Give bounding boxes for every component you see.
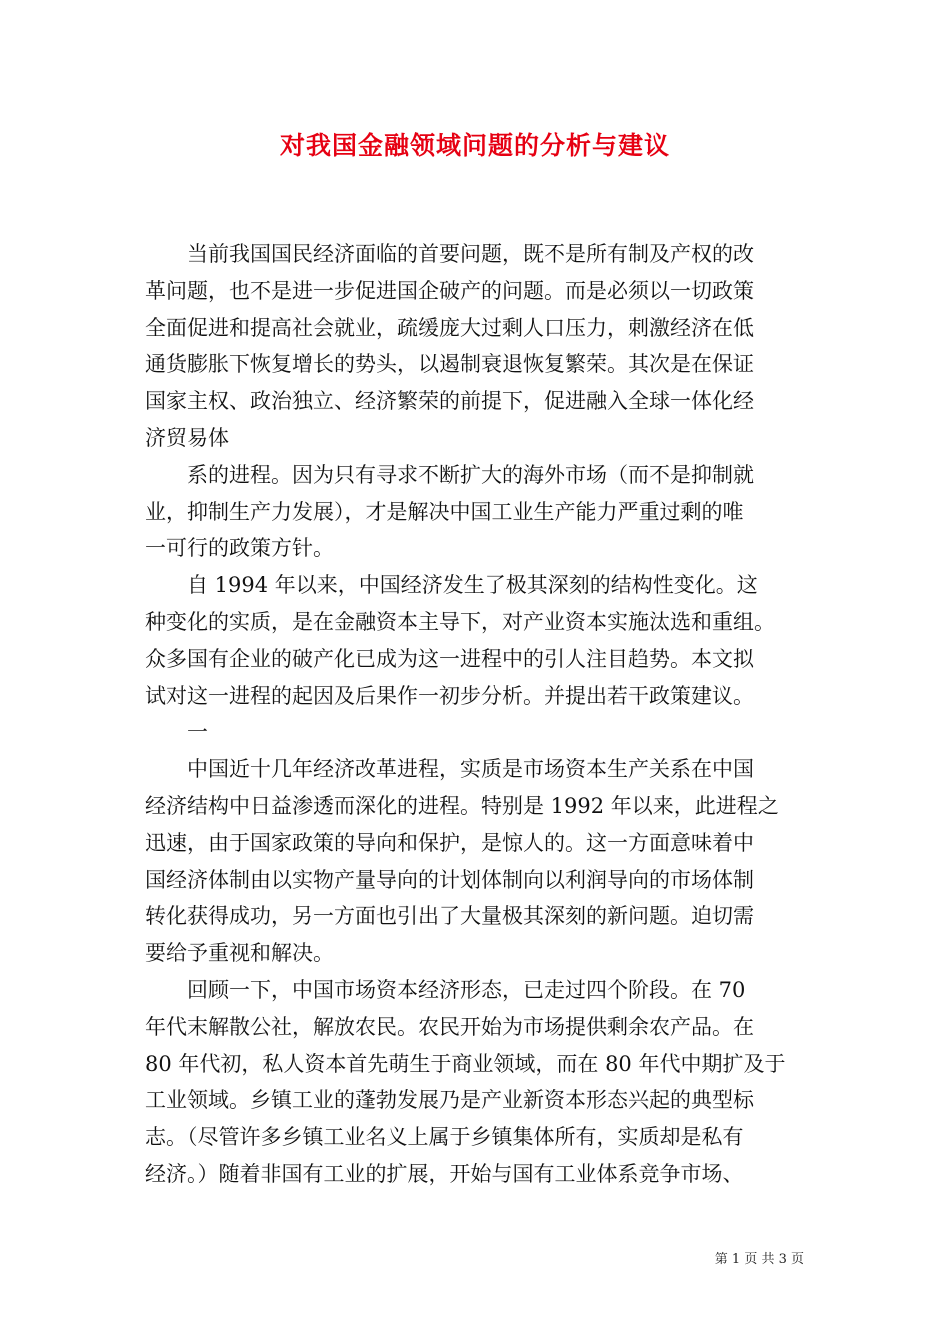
document-title: 对我国金融领域问题的分析与建议 <box>279 131 670 160</box>
text-line: 系的进程。因为只有寻求不断扩大的海外市场（而不是抑制就 <box>145 462 754 487</box>
text-line: 国经济体制由以实物产量导向的计划体制向以利润导向的市场体制 <box>145 867 754 892</box>
text-line: 种变化的实质，是在金融资本主导下，对产业资本实施汰选和重组。 <box>145 609 775 634</box>
text-line: 工业领域。乡镇工业的蓬勃发展乃是产业新资本形态兴起的典型标 <box>145 1088 754 1113</box>
text-line: 全面促进和提高社会就业，疏缓庞大过剩人口压力，刺激经济在低 <box>145 315 754 340</box>
text-line: 一可行的政策方针。 <box>145 536 334 561</box>
text-line: 自 1994 年以来，中国经济发生了极其深刻的结构性变化。这 <box>145 573 758 598</box>
text-line: 革问题，也不是进一步促进国企破产的问题。而是必须以一切政策 <box>145 278 754 303</box>
text-line: 中国近十几年经济改革进程，实质是市场资本生产关系在中国 <box>145 757 754 782</box>
text-line: 当前我国国民经济面临的首要问题，既不是所有制及产权的改 <box>145 242 754 266</box>
text-line: 国家主权、政治独立、经济繁荣的前提下，促进融入全球一体化经 <box>145 389 754 414</box>
text-line: 回顾一下，中国市场资本经济形态，已走过四个阶段。在 70 <box>145 977 746 1002</box>
text-line: 济贸易体 <box>145 425 229 450</box>
text-line: 转化获得成功，另一方面也引出了大量极其深刻的新问题。迫切需 <box>145 904 754 929</box>
text-line: 80 年代初，私人资本首先萌生于商业领域，而在 80 年代中期扩及于 <box>145 1051 786 1076</box>
document-body <box>145 236 810 1193</box>
text-line: 经济。）随着非国有工业的扩展，开始与国有工业体系竞争市场、 <box>145 1161 744 1186</box>
text-line: 试对这一进程的起因及后果作一初步分析。并提出若干政策建议。 <box>145 683 754 708</box>
text-line: 经济结构中日益渗透而深化的进程。特别是 1992 年以来，此进程之 <box>145 793 779 818</box>
page-number: 第 1 页 共 3 页 <box>714 1252 804 1267</box>
text-line: 志。（尽管许多乡镇工业名义上属于乡镇集体所有，实质却是私有 <box>145 1125 744 1150</box>
section-marker: 一 <box>145 720 208 745</box>
text-line: 年代末解散公社，解放农民。农民开始为市场提供剩余农产品。在 <box>145 1014 754 1039</box>
text-line: 业，抑制生产力发展），才是解决中国工业生产能力严重过剩的唯 <box>145 499 744 524</box>
text-line: 迅速，由于国家政策的导向和保护，是惊人的。这一方面意味着中 <box>145 830 754 855</box>
text-line: 要给予重视和解决。 <box>145 941 334 966</box>
text-line: 众多国有企业的破产化已成为这一进程中的引人注目趋势。本文拟 <box>145 646 754 671</box>
text-line: 通货膨胀下恢复增长的势头，以遏制衰退恢复繁荣。其次是在保证 <box>145 352 754 377</box>
